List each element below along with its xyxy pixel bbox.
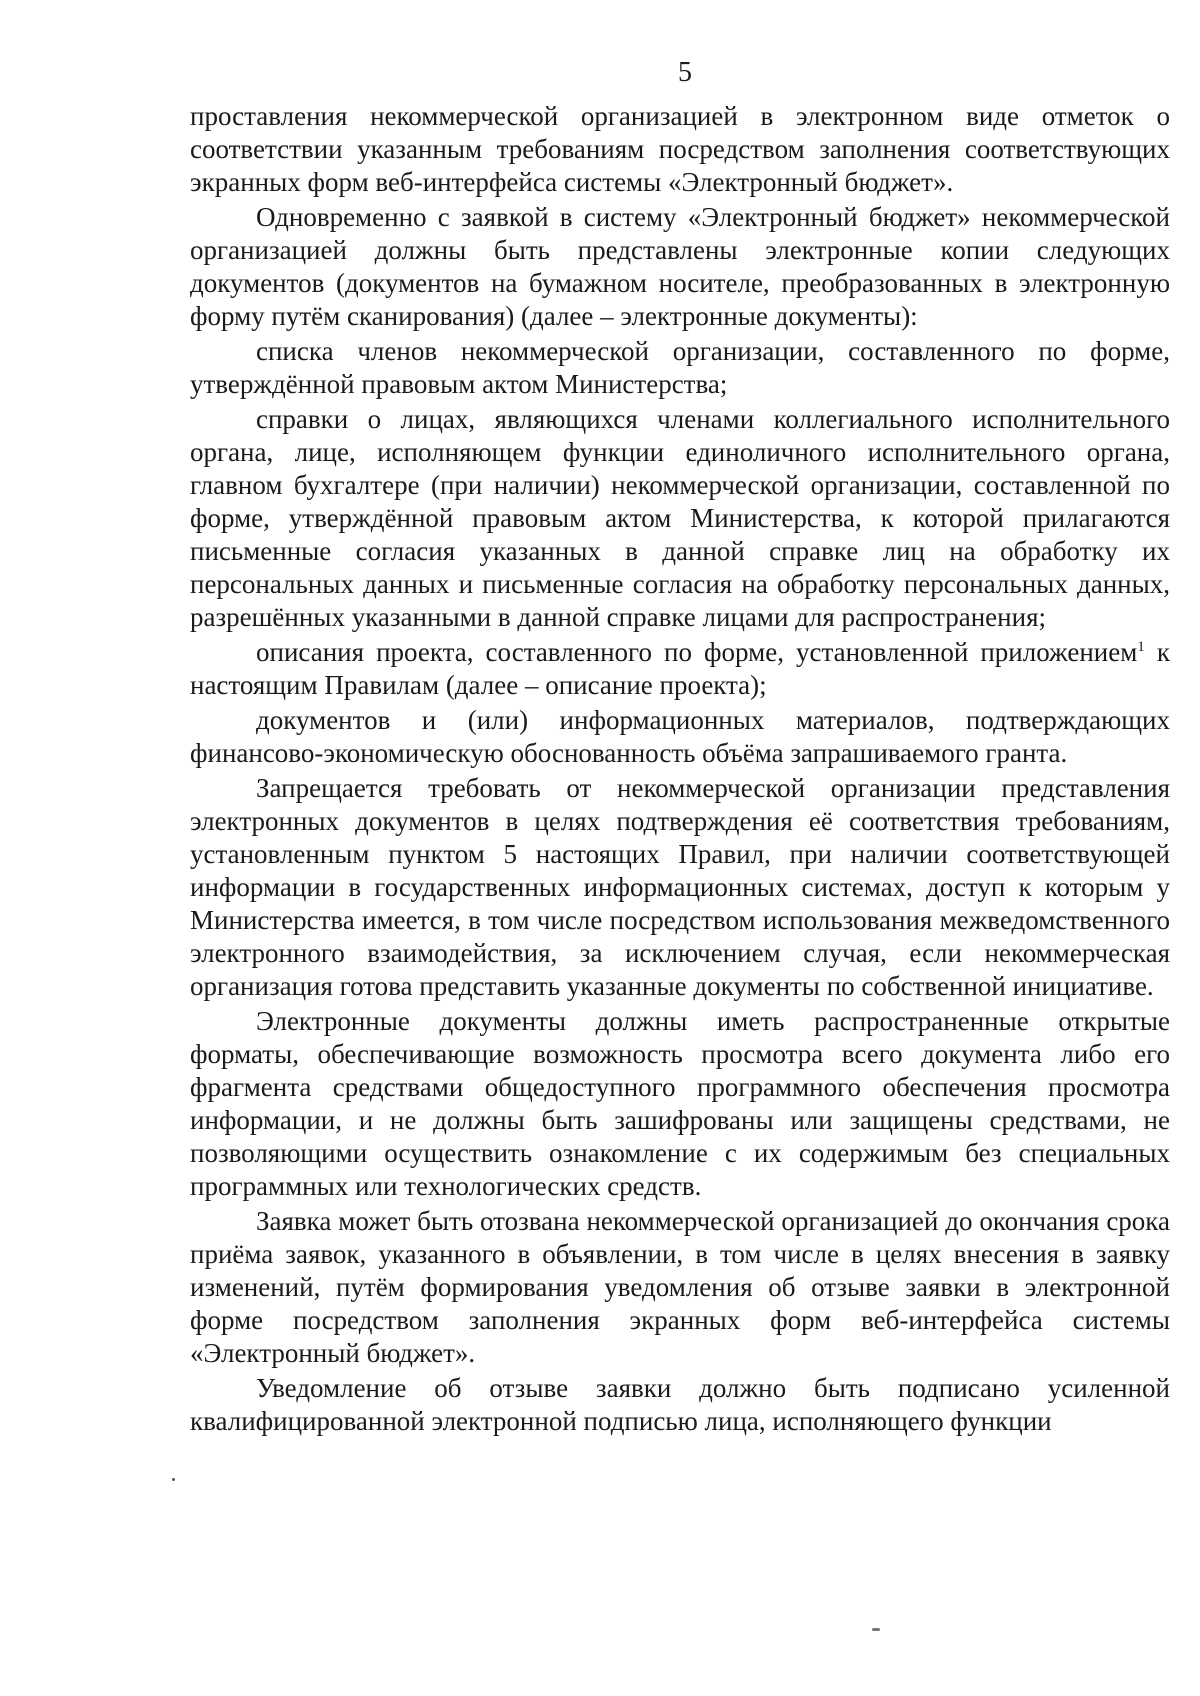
list-item-project-description [190, 636, 1170, 702]
scan-speck [172, 1478, 175, 1481]
scan-mark [872, 1628, 880, 1631]
list-item-persons-certificate: справки о лицах, являющихся членами коллегиального исполнительного органа, лице, исполняющем функции единоличного исполнительного органа, главном бухгалтере (при наличии) некоммерческой организации, составленной по форме, утверждённой правовым актом Министерства, к которой прилагаются письменные согласия указанных в данной справке лиц на обработку их персональных данных и письменные согласия на обработку персональных данных, разрешённых указанными в данной справке лицами для распространения; [190, 404, 1170, 632]
project-description-text: описания проекта, составленного по форме, установленной приложением [256, 637, 1138, 667]
footnote-reference: 1 [1137, 639, 1145, 655]
page-number: 5 [678, 57, 692, 88]
paragraph-electronic-copies: Одновременно с заявкой в систему «Электронный бюджет» некоммерческой организацией должны быть представлены электронные копии следующих документов (документов на бумажном носителе, преобразованных в электронную форму путём сканирования) (далее – электронные документы): [190, 202, 1170, 331]
paragraph-continuation: проставления некоммерческой организацией в электронном виде отметок о соответствии указанным требованиям посредством заполнения соответствующих экранных форм веб-интерфейса системы «Электронный бюджет». [190, 101, 1170, 197]
paragraph-prohibition: Запрещается требовать от некоммерческой организации представления электронных документов в целях подтверждения её соответствия требованиям, установленным пунктом 5 настоящих Правил, при наличии соответствующей информации в государственных информационных системах, доступ к которым у Министерства имеется, в том числе посредством использования межведомственного электронного взаимодействия, за исключением случая, если некоммерческая организация готова представить указанные документы по собственной инициативе. [190, 773, 1170, 1001]
list-item-financial-documents: документов и (или) информационных материалов, подтверждающих финансово-экономическую обоснованность объёма запрашиваемого гранта. [190, 705, 1170, 768]
paragraph-withdrawal: Заявка может быть отозвана некоммерческой организацией до окончания срока приёма заявок, указанного в объявлении, в том числе в целях внесения в заявку изменений, путём формирования уведомления об отзыве заявки в электронной форме посредством заполнения экранных форм веб-интерфейса системы «Электронный бюджет». [190, 1206, 1170, 1368]
list-item-members-list: списка членов некоммерческой организации, составленного по форме, утверждённой правовым актом Министерства; [190, 336, 1170, 399]
project-description-text-after: к настоящим Правилам (далее – описание проекта); [190, 637, 1170, 700]
paragraph-withdrawal-signature: Уведомление об отзыве заявки должно быть подписано усиленной квалифицированной электронной подписью лица, исполняющего функции [190, 1373, 1170, 1436]
paragraph-file-formats: Электронные документы должны иметь распространенные открытые форматы, обеспечивающие возможность просмотра всего документа либо его фрагмента средствами общедоступного программного обеспечения просмотра информации, и не должны быть зашифрованы или защищены средствами, не позволяющими осуществить ознакомление с их содержимым без специальных программных или технологических средств. [190, 1006, 1170, 1201]
document-body [190, 100, 1170, 1438]
